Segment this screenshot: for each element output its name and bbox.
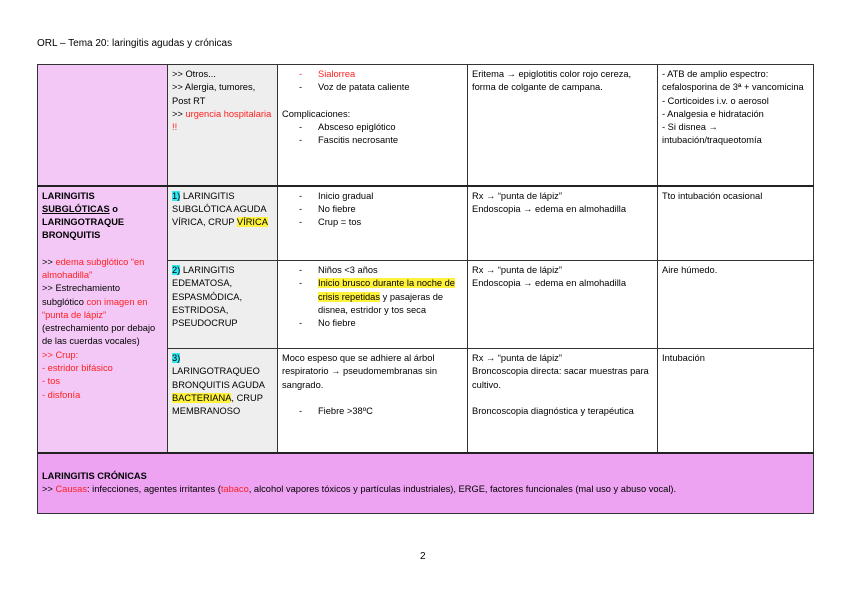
type-2-diagnostico-cell (468, 261, 658, 349)
type-1-clinica-cell (278, 186, 468, 261)
disnea-text: - Si disnea → intubación/traqueotomía (662, 122, 762, 146)
type-2-tratamiento-cell (658, 261, 814, 349)
crup-item-1: - estridor bifásico (42, 363, 113, 374)
type-3-tratamiento-cell (658, 349, 814, 453)
sialorrea-item: - Sialorrea (282, 68, 463, 81)
type-2-number: 2) (172, 265, 181, 275)
crup-item-3: - disfonía (42, 389, 81, 400)
type-1-tratamiento-cell (658, 186, 814, 261)
type-3-tto: Intubación (662, 353, 705, 363)
type-2-name: LARINGITIS EDEMATOSA, ESPASMÓDICA, ESTRIDOSA, PSEUDOCRUP (172, 265, 243, 329)
otros-text: >> Otros... (172, 69, 216, 79)
sub-title-2: SUBGLÓTICAS o (42, 203, 118, 214)
type-1-diag-2: Endoscopia → edema en almohadilla (472, 203, 627, 214)
type-1-highlight: VÍRICA (236, 217, 268, 228)
crup-title: >> Crup: (42, 349, 79, 360)
type-3-clinic-text: Moco espeso que se adhiere al árbol respiratorio → pseudomembranas sin sangrado. (282, 353, 438, 390)
type-2-clinic-2: - Inicio brusco durante la noche de crisis repetidas y pasajeras de disnea, estridor y tos seca (282, 277, 463, 317)
epiglotitis-label-cell (38, 65, 168, 186)
sub-title-1: LARINGITIS (42, 190, 95, 201)
type-2-clinic-3: - No fiebre (282, 317, 463, 330)
type-2-diag-1: Rx → “punta de lápiz” (472, 265, 562, 275)
type-1-clinic-3: - Crup = tos (282, 216, 463, 229)
page-header: ORL – Tema 20: laringitis agudas y crónicas (37, 38, 233, 49)
row-cronicas (38, 453, 814, 514)
type-1-diagnostico-cell (468, 186, 658, 261)
fascitis-item: - Fascitis necrosante (282, 134, 463, 147)
type-3-number: 3) (172, 353, 181, 363)
type-3-diag-2: Broncoscopia directa: sacar muestras para cultivo. (472, 366, 649, 390)
corticoides-text: - Corticoides i.v. o aerosol (662, 95, 769, 106)
voz-item: - Voz de patata caliente (282, 81, 463, 94)
atb-text: - ATB de amplio espectro: cefalosporina de 3ª + vancomicina (662, 69, 804, 93)
epiglotitis-tratamiento-cell (658, 65, 814, 186)
type-2-tto: Aire húmedo. (662, 265, 718, 275)
type-3-highlight: BACTERIANA (172, 392, 232, 403)
type-3-name-block: LARINGOTRAQUEO BRONQUITIS AGUDA BACTERIANA, CRUP MEMBRANOSO (172, 366, 265, 417)
cronicas-cell (38, 453, 814, 514)
type-3-clinic-fiebre: - Fiebre >38ºC (282, 405, 463, 418)
sub-title-3: LARINGOTRAQUE BRONQUITIS (42, 217, 125, 241)
type-2-clinic-1: - Niños <3 años (282, 264, 463, 277)
type-1-diag-1: Rx → “punta de lápiz” (472, 190, 562, 201)
type-1-clinic-2: - No fiebre (282, 203, 463, 216)
crup-item-2: - tos (42, 376, 61, 387)
edema-text: >> edema subglótico “en almohadilla” (42, 256, 145, 280)
type-1-name: LARINGITIS SUBGLÓTICA AGUDA VÍRICA, CRUP (172, 190, 267, 228)
row-type-1 (38, 186, 814, 261)
epiglotitis-diagnostico-cell (468, 65, 658, 186)
type-1-number: 1) (172, 190, 181, 201)
type-3-clinica-cell (278, 349, 468, 453)
page-number: 2 (420, 551, 426, 562)
type-3-number-line (172, 352, 273, 365)
epiglotitis-types-cell (168, 65, 278, 186)
complicaciones-title: Complicaciones: (282, 108, 351, 119)
type-3-diag-1: Rx → “punta de lápiz” (472, 353, 562, 363)
type-2-clinica-cell (278, 261, 468, 349)
analgesia-text: - Analgesia e hidratación (662, 108, 764, 119)
row-epiglotitis (38, 65, 814, 186)
absceso-item: - Absceso epiglótico (282, 121, 463, 134)
laringitis-subglotica-cell (38, 186, 168, 453)
type-1-clinic-1: - Inicio gradual (282, 190, 463, 203)
eritema-text: Eritema → epiglotitis color rojo cereza, forma de colgante de campana. (472, 69, 632, 93)
laringitis-table (37, 64, 814, 514)
type-3-diagnostico-cell (468, 349, 658, 453)
type-3-diag-3: Broncoscopia diagnóstica y terapéutica (472, 405, 634, 416)
type-1-name-cell (168, 186, 278, 261)
urgencia-text: >> urgencia hospitalaria !! (172, 108, 272, 133)
cronicas-causas: >> Causas: infecciones, agentes irritantes (tabaco, alcohol vapores tóxicos y partículas industriales), ERGE, factores funcionales (mal uso y abuso vocal). (42, 483, 677, 494)
cronicas-title: LARINGITIS CRÓNICAS (42, 470, 147, 481)
type-3-name-cell (168, 349, 278, 453)
alergia-text: >> Alergia, tumores, Post RT (172, 82, 256, 106)
type-2-name-cell (168, 261, 278, 349)
type-2-diag-2: Endoscopia → edema en almohadilla (472, 278, 627, 289)
epiglotitis-clinica-cell (278, 65, 468, 186)
estrechamiento-text: >> Estrechamiento subglótico con imagen en “punta de lápiz” (estrechamiento por debajo de las cuerdas vocales) (42, 283, 156, 347)
type-1-tto: Tto intubación ocasional (662, 190, 763, 201)
